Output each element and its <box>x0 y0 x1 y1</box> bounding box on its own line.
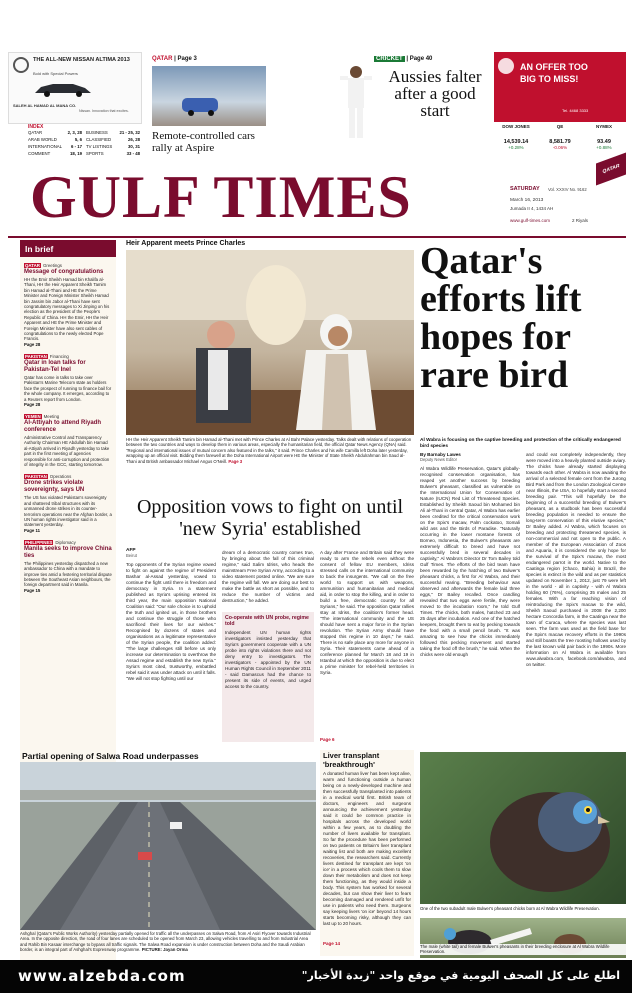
footer-arabic: اطلع على كل الصحف اليومية في موقع واحد "زبدة الأخبار" <box>301 969 620 982</box>
index-box <box>28 124 140 160</box>
index-pages: 2, 3, 28 <box>67 130 82 135</box>
index-pages: 30, 31 <box>128 144 140 149</box>
nissan-ad-title: THE ALL-NEW NISSAN ALTIMA 2013 <box>33 57 130 63</box>
inbrief-headline: Manila seeks to improve China ties <box>24 545 112 559</box>
inbrief-section: Financing <box>49 353 69 359</box>
inbrief-page[interactable]: Page 28 <box>24 341 41 347</box>
index-pages: 21 - 25, 32 <box>119 130 140 135</box>
inbrief-page[interactable]: Page 11 <box>24 527 41 533</box>
index-row <box>28 144 82 149</box>
lead-caption-page[interactable]: Page 3 <box>228 458 243 464</box>
rarebird-col2: and could eat completely independently, they were moved into a heavily planted outside aviary. The chicks have already started displaying towards each other. Al Wabra is now awaiting the arrival of a selected female cent from the Jurong Bird Park and from the London Zoological Centre near Illinois, the USA, to hopefully start a second breeding pair. "This will hopefully be the beginning of a successful breeding of Bulwer's pheasant, as a studbook has been successful breeding population is needed to ensure the long-term conservation of this elusive species," Dr Bailey added. Al Wabra, which focuses on breeding and protecting threatened species, is non-commercial and not open to the public. A member of the European Association of Zoos and Aquaria, it is considered the only hope for the survival of the Spix's macaw, the most endangered parrot in the world. Native to the Caatinga region (Chaco, Bahia) in Brazil, the species is extinct in the wild and as per statistics updated on November 1, 2012, just 79 were left in the world - all in captivity - with Al Wabra holding 60 (76%), comprising 35 males and 25 females. With a far reaching vision of reintroducing the Spix's macaw to the wild, Sheikh Saoud purchased in 2008 the 2,200 hectare Concordia farm, in the Caatinga near the town of Curaca, where the species was last seen. The farm was used as the field base for the Spix's macaw recovery efforts in the 1990s and still boasts the tree roosting hollows used by the last known wild pair back in the 1990s. More information on Al Wabra is available from www.alwabra.com, facebook.com/alwabra, and on twitter. <box>526 452 626 667</box>
salwa-photo <box>20 762 316 930</box>
inbrief-page[interactable]: Page 28 <box>24 401 41 407</box>
syria-agency-name: AFP <box>126 548 136 553</box>
syria-col1: Top opponents of the Syrian regime vowed to fight on against the regime of President Bashar al-Assad yesterday, vowed to continue the fight until there is freedom and democracy in Syria. In a statement published as Syria's uprising entered its third year, the main opposition National Coalition said: "Our sole choice is to uphold the truth and ignited us, in those brothers and continue the struggle of those who sacrificed their lives for our wishes." Recognised by dozens of states and organisations as a legitimate representative of the Syrian people, the coalition added: "The large challenges still before us only increase our determination to overthrow the Assad regime and establish the new Syria." Syria's most cited, trustworthy, embattled rebel said it was under attack on until it falls. "We will not stop fighting until our <box>126 562 216 681</box>
index-row <box>28 137 82 142</box>
inbrief-section: Operations <box>49 474 72 480</box>
inbrief-item[interactable] <box>24 354 112 407</box>
markets-box <box>494 124 626 160</box>
market-dow-value: 14,539.14 <box>503 139 529 145</box>
masthead-day: SATURDAY <box>510 186 540 192</box>
nissan-logo-icon <box>13 57 29 73</box>
index-row <box>28 130 82 135</box>
inbrief-tag: PAKISTAN <box>25 474 47 480</box>
index-section: QATAR <box>28 130 43 135</box>
nissan-tag: Nissan. Innovation that excites. <box>79 109 129 113</box>
rarebird-deck: Al Wabra is focusing on the captive breeding and protection of the critically endangered bird species <box>420 438 621 449</box>
salwa-headline: Partial opening of Salwa Road underpasses <box>22 751 199 761</box>
cricket-teaser-headline: Aussies falter after a good start <box>388 67 482 120</box>
index-row <box>86 130 140 135</box>
index-section: ARAB WORLD <box>28 137 57 142</box>
cricket-teaser-photo <box>336 62 376 142</box>
market-qe-value: 8,581.79 <box>549 139 571 145</box>
index-pages: 26, 28 <box>128 137 140 142</box>
syria-box <box>222 612 314 742</box>
masthead <box>8 164 626 234</box>
lead-photo <box>126 250 414 435</box>
footer-banner[interactable] <box>0 960 632 993</box>
rarebird-byline-name: By Barnaby Lawes <box>420 452 461 457</box>
syria-headline: Opposition vows to fight on until 'new Syria' established <box>136 496 404 540</box>
index-section: COMMENT <box>28 151 51 156</box>
syria-col3: A day after France and Britain said they were ready to arm the rebels even without the consent of fellow EU members, Idriss stressed calls on the international community to back the insurgents. "We call on the free world to support us with weapons, ammunition and humanitarian and medical aid, in order to stop the killing, and in order to build a free, democratic country for all Syrians," he said. The opposition Qatar rallies stay at Idriss, the coalition's former head. "The international community and the US should have sent a major force in the Syrian revolution. The Syrian Army should have stopped this regime in 10 days," he said. There is no safe place any more for anyone in Syria. Their statements came ahead of a conference planned for March 18 and 19 in Istanbul at which the opposition is due to elect a prime minister for rebel-held territories in Syria. <box>320 550 414 675</box>
footer-url[interactable]: www.alzebda.com <box>18 967 186 985</box>
inbrief-body: Qatar has come in talks to take over Pakistan's Marine Telecom state as holders face the prospect of running to finance bail for the whole company. It emerges, according to a Reuters report from London. <box>24 374 112 402</box>
bird-caption-2: The male (white tail) and female Bulwer's pheasants in their breeding enclosure at Al Wabra Wildlife Preservation. <box>420 944 626 955</box>
market-qe <box>538 124 582 150</box>
index-section: SPORTS <box>86 151 104 156</box>
masthead-price: 2 Riyals <box>572 218 589 223</box>
syria-box-body: Independent UN human rights investigators insisted yesterday that Syria's government cooperate with a UN probe into rights violations there and not deny entry to investigators. The investigators - appointed by the UN Human Rights Council in September 2011 - said Damascus had the chance to present its side of events, and urged access to the country. <box>225 630 311 689</box>
masthead-date: March 16, 2013 <box>510 198 544 203</box>
salwa-caption <box>20 931 316 953</box>
index-row <box>86 151 140 156</box>
qatar-teaser[interactable]: QATAR | Page 3 Remote-controlled cars rally at Aspire <box>152 56 267 162</box>
masthead-title: GULF TIMES <box>30 164 412 230</box>
masthead-rule <box>8 236 626 238</box>
qatar-teaser-tag: QATAR <box>152 56 173 62</box>
offer-ad-line2: BIG TO MISS! <box>520 74 579 84</box>
rarebird-byline <box>420 452 520 462</box>
masthead-vol: Vol. XXXIV No. 9162 <box>548 187 587 192</box>
inbrief-tag: YEMEN <box>25 413 41 419</box>
liver-page[interactable]: Page 14 <box>323 941 341 946</box>
index-section: BUSINESS <box>86 130 108 135</box>
nissan-car-image <box>33 79 93 97</box>
liver-headline: Liver transplant 'breakthrough' <box>323 751 380 769</box>
offer-ad-phone: Tel. 4468 3333 <box>562 108 589 113</box>
inbrief-body: HH the Emir Sheikh Hamad bin Khalifa al-Thani, HH the Heir Apparent Sheikh Tamim bin Hamad al-Thani and HE the Prime Minister and Foreign Minister Sheikh Hamad bin Jassim bin Jabor al-Thani have sent congratulatory messages to Xi Jinping on his election as the president of the People's Republic of China. HH the Emir, HH the Heir Apparent and HE the Prime Minister and Foreign Minister have also sent cables of congratulations to the newly elected Pope Francis. <box>24 277 110 342</box>
syria-box-title: Co-operate with UN probe, regime told <box>225 615 309 627</box>
market-dow-change: +0.28% <box>508 145 524 150</box>
market-dow-label: DOW JONES <box>502 124 530 129</box>
index-pages: 33 - 48 <box>126 151 140 156</box>
inbrief-tag: PHILIPPINES <box>25 539 53 545</box>
market-nymex-change: +0.88% <box>596 145 612 150</box>
salwa-caption-text: Ashghal (Qatar's Public Works Authority) yesterday partially opened for traffic all the underpasses on Salwa Road, from Al Asiri Flyover towards Industrial Area. In the opposite direction, the road of four lanes are scheduled to be opened from March 23, allowing vehicles travelling to and from Industrial Area and Rahib Bin Kasaar interchange to bypass all traffic signals. The Salwa Road expansion is under construction between Doha and the Saudi Arabian border, is an integral part of Ashghal's Expressway programme. <box>20 931 311 953</box>
inbrief-item[interactable] <box>24 474 112 532</box>
cricket-teaser-page: Page 40 <box>409 56 433 62</box>
inbrief-section: Diplomacy <box>55 539 76 545</box>
market-qe-label: QE <box>556 124 564 129</box>
index-row <box>28 151 82 156</box>
index-pages: 6 - 17 <box>71 144 82 149</box>
masthead-hijri: Jumada II 4, 1434 AH <box>510 206 554 211</box>
nissan-ad-sub: Bold with Special Powers <box>33 71 78 76</box>
inbrief-body: Administrative Control and Transparency Authority Chairman HE Abdullah bin Hamad al-Attiyah arrived in Riyadh yesterday to take part in the first meeting of agencies responsible for anti-corruption and protection of integrity in the GCC, starting tomorrow. <box>24 434 110 467</box>
index-pages: 18, 19 <box>70 151 82 156</box>
lead-headline: Heir Apparent meets Prince Charles <box>126 240 246 247</box>
syria-dateline: Beirut <box>126 553 137 558</box>
offer-ad[interactable] <box>494 52 626 122</box>
inbrief-page[interactable]: Page 15 <box>24 587 41 593</box>
rarebird-headline: Qatar's efforts lift hopes for rare bird <box>420 240 582 396</box>
inbrief-item[interactable] <box>24 263 112 347</box>
syria-col2: dream of a democratic country comes true, by bringing about the fall of this criminal regime," said Salim Idriss, who heads the mainstream Free Syrian Army, according to a video statement posted online. "We are sure the regime will fall. We are doing our best to make the battle as short as possible, and to reduce the number of victims and destruction," he added. <box>222 550 314 603</box>
index-section: INTERNATIONAL <box>28 144 63 149</box>
lead-caption-text: HH the Heir Apparent Sheikh Tamim bin Hamad al-Thani met with Prince Charles at Al Bahr Palace yesterday. Talks dealt with relations of cooperation between the two countries and ways to develop them in various areas, especially the humanitarian field, the official Qatar News Agency (QNA) said. "Regional and international issues of mutual concern also featured in the talks," it said. Prince Charles and his wife Camilla left Doha later yesterday, wrapping up an official visit. Bidding them farewell at the Doha International Airport were HE the Minister of State Sheikh Abdulrahman bin Saud al-Thani and British ambassador Michael Angus O'Neill. <box>126 437 412 464</box>
qatar-teaser-headline: Remote-controlled cars rally at Aspire <box>152 130 255 154</box>
salwa-photo-credit: PICTURE: Jayan Orma <box>141 947 188 953</box>
nissan-dealer: SALEH AL HAMAD AL MANA CO. <box>13 103 77 108</box>
offer-ad-dots <box>498 58 514 74</box>
inbrief-header: In brief <box>20 240 116 257</box>
syria-agency <box>126 548 186 558</box>
inbrief-headline: Drone strikes violate sovereignty, says UN <box>24 480 85 494</box>
cricket-teaser-tag: CRICKET <box>376 56 403 62</box>
syria-page[interactable]: Page 6 <box>320 737 335 742</box>
qatar-teaser-page: Page 3 <box>177 56 197 62</box>
index-row <box>86 137 140 142</box>
rarebird-col1: Al Wabra Wildlife Preservation, Qatar's globally-recognised conservation organisation, has reaped yet another success by breeding Bulwer's pheasant, classified as vulnerable on the International Union for Conservation of Nature (IUCN) Red List of Threatened Species. Established by Sheikh Saoud bin Mohamed bin Ali al-Thani in central Qatar, Al Wabra has earlier been credited for the critical conservation work on the Spix's macaw, Palm cockatoo, Somali wild ass and the Birds of Paradise. "Naturally occurring in the lower montane forests of Borneo, Indonesia, the Bulwer's pheasants are extremely difficult to breed and have not successfully bred in several decades in captivity," Al Wabra's Director Dr Tom Bailey told Gulf Times. The efforts of the bird team have been rewarded by the hatching of two Bulwer's pheasant chicks, a first for Al Wabra, and their successful rearing. "Breeding behaviour was observed and afterwards the female laid three eggs," Dr Bailey recalled. Once candling revealed that two eggs were fertile, they were moved to the incubation room," he told Gulf Times. The chicks, both males, hatched 23 and 25 days after incubation. And one of the hatched keepers, brought them to eat by pecking towards the food with a small pencil brush. "It was amazing to see how the chicks immediately followed this pecking movement and started taking the food off the brush," he said. When the chicks were old enough <box>420 466 520 657</box>
lead-caption <box>126 437 414 464</box>
index-label: INDEX <box>28 124 44 130</box>
nissan-ad[interactable] <box>8 52 142 124</box>
inbrief-section: Greetings <box>42 263 63 268</box>
inbrief-section: Meeting <box>43 413 60 419</box>
inbrief-tag: PAKISTAN <box>25 353 47 359</box>
offer-ad-line1: AN OFFER TOO <box>520 62 588 72</box>
cricket-teaser[interactable]: CRICKET | Page 40 Aussies falter after a good start <box>374 56 489 162</box>
market-qe-change: -0.06% <box>552 145 568 150</box>
qatar-teaser-photo <box>152 66 266 126</box>
inbrief-item[interactable] <box>24 414 112 467</box>
bird-photo-1 <box>420 752 626 904</box>
edition-label: QATAR <box>602 162 620 176</box>
index-section: CLASSIFIED <box>86 137 112 142</box>
market-nymex-label: NYMEX <box>595 124 612 129</box>
inbrief-item[interactable] <box>24 540 112 593</box>
market-dow <box>494 124 538 150</box>
bird-caption-1: One of the two subadult male Bulwer's pheasant chicks born at Al Wabra Wildlife Preservation. <box>420 906 600 911</box>
index-pages: 5, 6 <box>74 137 82 142</box>
masthead-web[interactable]: www.gulf-times.com <box>510 218 551 223</box>
inbrief-body: The Philippines yesterday dispatched a new ambassador to China with a mandate to improve ties amid a festering territorial dispute between the Southeast Asian neighbours, the foreign department said in Manila. <box>24 560 112 588</box>
liver-box <box>320 750 414 956</box>
liver-body: A donated human liver has been kept alive, warm and functioning outside a human being on a newly-developed machine and then successfully transplanted into patients in a medical world first. British team of doctors, engineers and surgeons announcing the achievement yesterday said it could be common practice in hospitals across the developed world within a few years, as to doubling the number of livers available for transplant. So far the procedure has been performed on two patients on Britain's liver transplant waiting list and both are making excellent recoveries, the researchers said. Currently livers destined for transplant are kept 'on ice' in a process which cools them to slow down their metabolism and does not keep them functioning, as they would inside a body. This system has worked for several decades, but can show their liver to fears becoming damaged and rendered unfit for use in patients who need them. Surgeons say keeping livers 'on ice' beyond 14 hours starts becoming risky, although they can last up to 20 hours. <box>323 771 411 926</box>
inbrief-headline: Message of congratulations <box>24 269 104 275</box>
inbrief-tag: QATAR <box>25 263 40 268</box>
index-section: TV LISTINGS <box>86 144 113 149</box>
market-nymex <box>582 124 626 150</box>
inbrief-body: The US has violated Pakistan's sovereignty and shattered tribal structures with its unmanned drone strikes in its counter-terrorism operations near the Afghan border, a UN human rights investigator said in a statement yesterday. <box>24 495 112 528</box>
inbrief-headline: Qatar in loan talks for Pakistan-Tel Inel <box>24 359 86 373</box>
rarebird-byline-role: Deputy News Editor <box>420 457 458 462</box>
inbrief-headline: Al-Attiyah to attend Riyadh conference <box>24 419 102 433</box>
market-nymex-value: 93.49 <box>597 139 611 145</box>
index-row <box>86 144 140 149</box>
